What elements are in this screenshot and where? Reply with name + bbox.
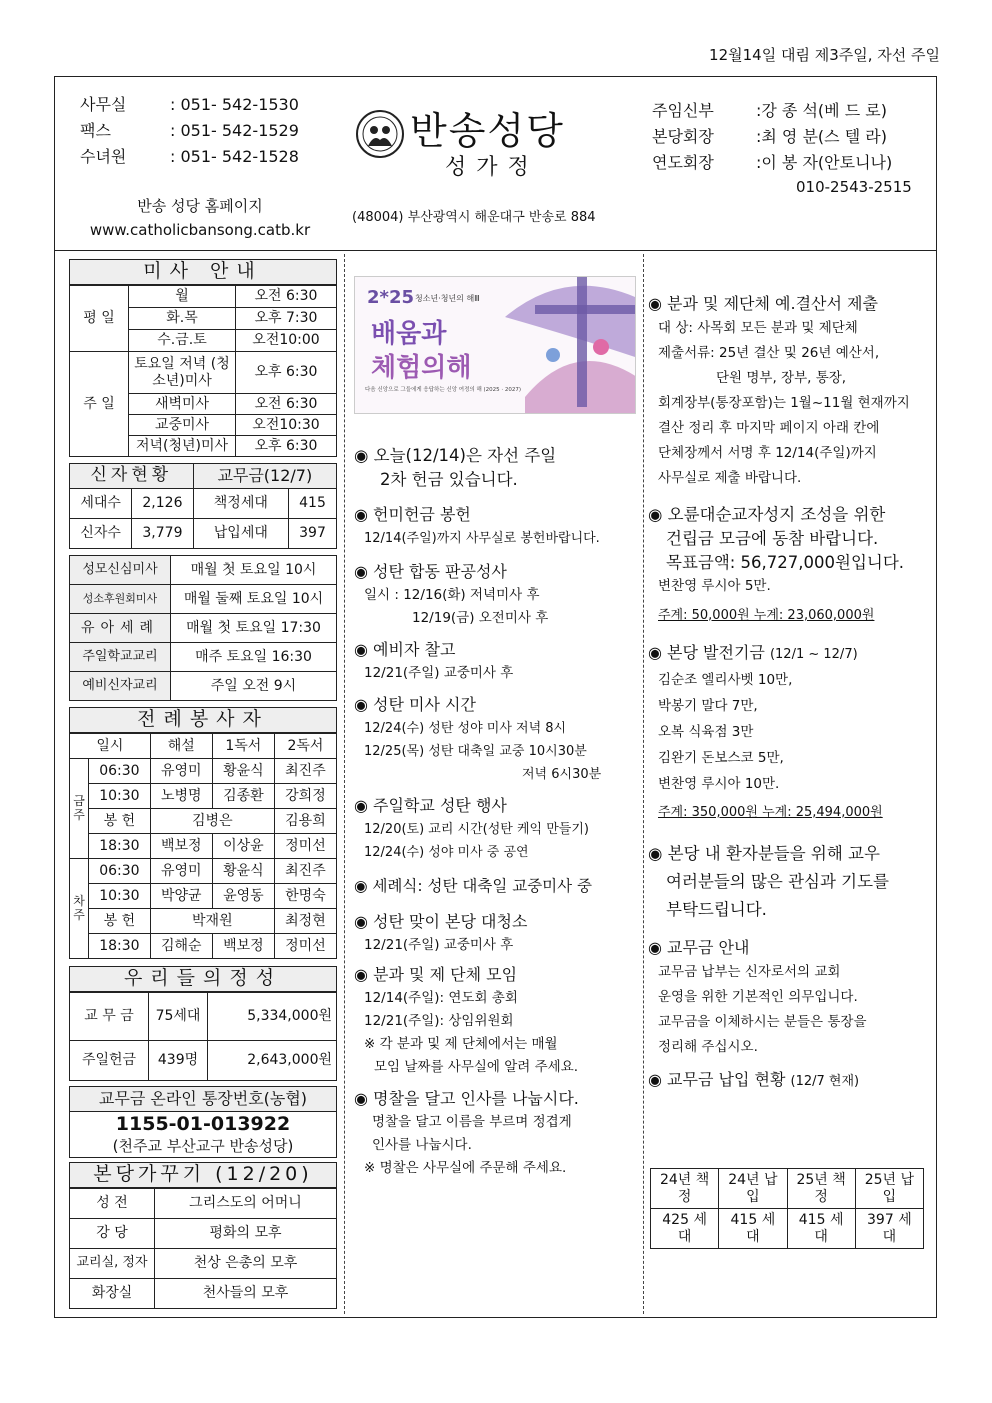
meeting-name: 성모신심미사 bbox=[70, 556, 171, 585]
mass-day: 토요일 저녁 (청소년)미사 bbox=[129, 352, 236, 394]
notice-line: ※ 명찰은 사무실에 주문해 주세요. bbox=[364, 1160, 567, 1176]
server-cell: 박양균 bbox=[150, 884, 212, 909]
cleaning-area: 성 전 bbox=[70, 1189, 155, 1219]
notice-line: 12/20(토) 교리 시간(성탄 케익 만들기) bbox=[364, 822, 589, 837]
notice-line: 모임 날짜를 사무실에 알려 주세요. bbox=[374, 1059, 579, 1075]
fund-period: (12/1 ~ 12/7) bbox=[769, 647, 858, 662]
servers-table bbox=[69, 733, 337, 959]
status-header: 25년 납입 bbox=[855, 1169, 923, 1209]
servers-header: 2독서 bbox=[274, 734, 336, 759]
banner-year: 2*25 bbox=[367, 287, 414, 308]
banner-title-1: 배움과 bbox=[371, 319, 447, 349]
meeting-time: 매월 둘째 토요일 10시 bbox=[171, 585, 337, 614]
server-cell: 이상윤 bbox=[212, 834, 274, 859]
notice-heading: ◉ 주일학교 성탄 행사 bbox=[354, 796, 507, 815]
offering-count: 439명 bbox=[149, 1041, 208, 1081]
notice-line: 제출서류: 25년 결산 및 26년 예산서, bbox=[658, 345, 880, 361]
mass-table bbox=[69, 285, 337, 457]
server-cell: 백보정 bbox=[212, 934, 274, 959]
meeting-name: 예비신자교리 bbox=[70, 672, 171, 701]
youth-year-banner bbox=[354, 276, 636, 414]
notice-line: 12/21(주일): 상임위원회 bbox=[364, 1013, 514, 1029]
notice-heading: 여러분들의 많은 관심과 기도를 bbox=[666, 872, 889, 891]
server-cell: 황윤식 bbox=[212, 759, 274, 784]
server-cell: 김종환 bbox=[212, 784, 274, 809]
mass-time: 오후 7:30 bbox=[236, 308, 337, 330]
notice-line: 2차 헌금 있습니다. bbox=[380, 470, 518, 489]
offerings-title: 우리들의정성 bbox=[69, 966, 337, 992]
this-week-label: 금 주 bbox=[70, 759, 89, 859]
mass-title: 미사 안내 bbox=[69, 259, 337, 285]
members-cell: 신자수 bbox=[70, 519, 132, 549]
sunday-label: 주 일 bbox=[70, 352, 129, 457]
server-cell: 유영미 bbox=[150, 859, 212, 884]
notice-line: 12/21(주일) 교중미사 후 bbox=[364, 665, 514, 681]
status-value: 415 세대 bbox=[719, 1209, 787, 1249]
mass-time: 오전 6:30 bbox=[236, 286, 337, 308]
notice-heading: ◉ 성탄 합동 판공성사 bbox=[354, 562, 507, 581]
cleaning-table bbox=[69, 1188, 337, 1309]
contact-value: : 051- 542-1528 bbox=[170, 147, 299, 166]
server-cell: 윤영동 bbox=[212, 884, 274, 909]
parish-name: 반송성당 bbox=[410, 109, 565, 153]
offerings-table bbox=[69, 992, 337, 1081]
notice-heading: ◉ 성탄 맞이 본당 대청소 bbox=[354, 912, 528, 931]
members-cell: 415 bbox=[288, 489, 336, 519]
notice-heading: 목표금액: 56,727,000원입니다. bbox=[666, 553, 905, 572]
notice-line: 12/24(수) 성탄 성야 미사 저녁 8시 bbox=[364, 721, 567, 736]
donor-line: 변찬영 루시아 10만. bbox=[658, 776, 780, 792]
notice-line: 교무금을 이체하시는 분들은 통장을 bbox=[658, 1014, 867, 1030]
status-value: 425 세대 bbox=[651, 1209, 719, 1249]
server-cell: 박재원 bbox=[150, 909, 274, 934]
next-week-label: 차 주 bbox=[70, 859, 89, 959]
members-cell: 3,779 bbox=[132, 519, 193, 549]
cleaning-group: 천상 은총의 모후 bbox=[155, 1249, 337, 1279]
members-cell: 세대수 bbox=[70, 489, 132, 519]
notice-heading: 부탁드립니다. bbox=[666, 900, 767, 919]
meeting-time: 주일 오전 9시 bbox=[171, 672, 337, 701]
notice-line: 교무금 납부는 신자로서의 교회 bbox=[658, 964, 841, 980]
date-line: 12월14일 대림 제3주일, 자선 주일 bbox=[709, 46, 940, 64]
server-cell: 정미선 bbox=[274, 834, 336, 859]
parish-logo-icon bbox=[354, 108, 406, 160]
notice-line: 저녁 6시30분 bbox=[522, 767, 602, 782]
notice-line: 정리해 주십시오. bbox=[658, 1039, 758, 1055]
banner-caption: 다음 신앙으로 그들에게 응답하는 신앙 여정의 해 (2025 · 2027) bbox=[365, 387, 522, 393]
server-cell: 최진주 bbox=[274, 859, 336, 884]
notice-heading: ◉ 오륜대순교자성지 조성을 위한 bbox=[648, 505, 886, 524]
column-divider bbox=[643, 254, 644, 1314]
notice-line: 단체장께서 서명 후 12/14(주일)까지 bbox=[658, 445, 877, 461]
staff-role: 본당회장 bbox=[652, 127, 714, 146]
members-cell: 2,126 bbox=[132, 489, 193, 519]
notice-heading: ◉ 분과 및 제단체 예.결산서 제출 bbox=[648, 294, 878, 313]
meeting-name: 성소후원회미사 bbox=[70, 585, 171, 614]
servers-header: 일시 bbox=[70, 734, 151, 759]
weekday-label: 평 일 bbox=[70, 286, 129, 352]
notice-heading: ◉ 성탄 미사 시간 bbox=[354, 695, 476, 714]
notice-heading: ◉ 세례식: 성탄 대축일 교중미사 중 bbox=[354, 877, 593, 895]
mass-time: 오전10:30 bbox=[236, 415, 337, 436]
members-cell: 납입세대 bbox=[193, 519, 288, 549]
notices-middle bbox=[354, 438, 640, 1180]
mass-day: 화.목 bbox=[129, 308, 236, 330]
contact-label: 사무실 bbox=[80, 95, 127, 114]
server-cell: 최진주 bbox=[274, 759, 336, 784]
tithe-status-table bbox=[650, 1168, 924, 1249]
staff-list bbox=[652, 98, 892, 176]
staff-role: 주임신부 bbox=[652, 101, 714, 120]
staff-name: :이 봉 자(안토니나) bbox=[756, 153, 893, 172]
members-cell: 397 bbox=[288, 519, 336, 549]
cleaning-group: 천사들의 모후 bbox=[155, 1279, 337, 1309]
contact-label: 팩스 bbox=[80, 121, 111, 140]
notice-line: 인사를 나눕시다. bbox=[372, 1137, 472, 1153]
status-note: (12/7 현재) bbox=[790, 1074, 860, 1089]
notice-line: 운영을 위한 기본적인 의무입니다. bbox=[658, 989, 858, 1005]
notices-right bbox=[648, 286, 936, 1094]
notice-line: 대 상: 사목회 모든 분과 및 제단체 bbox=[658, 320, 858, 336]
offering-amount: 5,334,000원 bbox=[208, 993, 337, 1041]
notice-heading: ◉ 교무금 납입 현황 bbox=[648, 1070, 786, 1089]
meeting-time: 매주 토요일 16:30 bbox=[171, 643, 337, 672]
notice-heading: ◉ 본당 발전기금 bbox=[648, 643, 765, 662]
server-time: 18:30 bbox=[89, 834, 151, 859]
offering-amount: 2,643,000원 bbox=[208, 1041, 337, 1081]
server-time: 10:30 bbox=[89, 884, 151, 909]
notice-heading: ◉ 명찰을 달고 인사를 나눕시다. bbox=[354, 1089, 579, 1108]
members-cell: 책정세대 bbox=[193, 489, 288, 519]
server-time: 봉 헌 bbox=[89, 909, 151, 934]
parish-address: (48004) 부산광역시 해운대구 반송로 884 bbox=[352, 210, 596, 225]
contact-value: : 051- 542-1529 bbox=[170, 121, 299, 140]
notice-heading: ◉ 본당 내 환자분들을 위해 교우 bbox=[648, 844, 880, 863]
contact-list bbox=[80, 92, 299, 170]
mass-time: 오전 6:30 bbox=[236, 394, 337, 415]
cleaning-area: 강 당 bbox=[70, 1219, 155, 1249]
status-header: 24년 납입 bbox=[719, 1169, 787, 1209]
status-value: 397 세대 bbox=[855, 1209, 923, 1249]
cleaning-group: 그리스도의 어머니 bbox=[155, 1189, 337, 1219]
server-cell: 정미선 bbox=[274, 934, 336, 959]
banner-subtitle: 청소년·청년의 해Ⅲ bbox=[415, 294, 480, 303]
mass-time: 오후 6:30 bbox=[236, 436, 337, 457]
server-time: 18:30 bbox=[89, 934, 151, 959]
staff-phone: 010-2543-2515 bbox=[796, 178, 912, 196]
servers-header: 해설 bbox=[150, 734, 212, 759]
parish-subtitle: 성가정 bbox=[445, 155, 539, 180]
notice-heading: ◉ 헌미헌금 봉헌 bbox=[354, 505, 471, 524]
mass-day: 월 bbox=[129, 286, 236, 308]
server-cell: 김병은 bbox=[150, 809, 274, 834]
notice-line: 일시 : 12/16(화) 저녁미사 후 bbox=[364, 587, 540, 603]
meetings-table bbox=[69, 555, 337, 701]
notice-heading: ◉ 오늘(12/14)은 자선 주일 bbox=[354, 446, 557, 465]
meeting-time: 매월 첫 토요일 17:30 bbox=[171, 614, 337, 643]
mass-time: 오후 6:30 bbox=[236, 352, 337, 394]
offering-label: 주일헌금 bbox=[70, 1041, 149, 1081]
banner-title-2: 체험의해 bbox=[371, 353, 472, 383]
server-cell: 최정현 bbox=[274, 909, 336, 934]
meeting-name: 유아세례 bbox=[70, 614, 171, 643]
server-cell: 황윤식 bbox=[212, 859, 274, 884]
cleaning-title: 본당가꾸기 (12/20) bbox=[69, 1162, 337, 1188]
notice-line: 12/25(목) 성탄 대축일 교중 10시30분 bbox=[364, 744, 587, 759]
meeting-time: 매월 첫 토요일 10시 bbox=[171, 556, 337, 585]
cleaning-area: 교리실, 정자 bbox=[70, 1249, 155, 1279]
notice-heading: ◉ 예비자 찰고 bbox=[354, 640, 456, 659]
server-cell: 백보정 bbox=[150, 834, 212, 859]
notice-line: 12/14(주일)까지 사무실로 봉헌바랍니다. bbox=[364, 531, 600, 546]
notice-heading: 건립금 모금에 동참 바랍니다. bbox=[666, 529, 879, 548]
donation-total: 주계: 50,000원 누계: 23,060,000원 bbox=[658, 608, 875, 623]
account-number: 1155-01-013922 bbox=[115, 1113, 291, 1135]
notice-line: 회계장부(통장포함)는 1월~11월 현재까지 bbox=[658, 395, 910, 411]
members-title: 신자현황 bbox=[70, 464, 194, 489]
servers-header: 1독서 bbox=[212, 734, 274, 759]
server-time: 10:30 bbox=[89, 784, 151, 809]
server-cell: 김용희 bbox=[274, 809, 336, 834]
mass-day: 교중미사 bbox=[129, 415, 236, 436]
servers-title: 전례봉사자 bbox=[69, 707, 337, 733]
notice-line: 결산 정리 후 마지막 페이지 아래 칸에 bbox=[658, 420, 880, 436]
notice-line: 단원 명부, 장부, 통장, bbox=[716, 370, 847, 386]
cleaning-group: 평화의 모후 bbox=[155, 1219, 337, 1249]
account-box bbox=[69, 1086, 337, 1158]
contact-label: 수녀원 bbox=[80, 147, 127, 166]
staff-role: 연도회장 bbox=[652, 153, 714, 172]
notice-line: 사무실로 제출 바랍니다. bbox=[658, 470, 802, 486]
donor-line: 김순조 엘리사벳 10만, bbox=[658, 672, 793, 688]
homepage-label: 반송 성당 홈페이지 bbox=[137, 197, 263, 215]
mass-time: 오전10:00 bbox=[236, 330, 337, 352]
mass-day: 저녁(청년)미사 bbox=[129, 436, 236, 457]
donor-line: 오복 식육점 3만 bbox=[658, 724, 754, 740]
staff-name: :최 영 분(스 텔 라) bbox=[756, 127, 887, 146]
notice-line: 12/19(금) 오전미사 후 bbox=[412, 610, 549, 626]
staff-name: :강 종 석(베 드 로) bbox=[756, 101, 887, 120]
server-cell: 강희정 bbox=[274, 784, 336, 809]
donor-line: 박봉기 말다 7만, bbox=[658, 698, 758, 714]
meeting-name: 주일학교교리 bbox=[70, 643, 171, 672]
mass-day: 새벽미사 bbox=[129, 394, 236, 415]
account-title: 교무금 온라인 통장번호(농협) bbox=[70, 1087, 336, 1112]
homepage-url[interactable]: www.catholicbansong.catb.kr bbox=[89, 221, 311, 239]
status-header: 25년 책정 bbox=[787, 1169, 855, 1209]
notice-line: 12/24(수) 성야 미사 중 공연 bbox=[364, 845, 529, 860]
server-time: 봉 헌 bbox=[89, 809, 151, 834]
server-cell: 유영미 bbox=[150, 759, 212, 784]
notice-line: ※ 각 분과 및 제 단체에서는 매월 bbox=[364, 1036, 558, 1052]
server-time: 06:30 bbox=[89, 859, 151, 884]
contact-value: : 051- 542-1530 bbox=[170, 95, 299, 114]
server-time: 06:30 bbox=[89, 759, 151, 784]
members-table bbox=[69, 463, 337, 549]
server-cell: 한명숙 bbox=[274, 884, 336, 909]
offering-count: 75세대 bbox=[149, 993, 208, 1041]
notice-heading: ◉ 교무금 안내 bbox=[648, 938, 750, 957]
donor-line: 변찬영 루시아 5만. bbox=[658, 578, 771, 594]
header-divider bbox=[54, 250, 937, 251]
server-cell: 노병명 bbox=[150, 784, 212, 809]
offering-label: 교 무 금 bbox=[70, 993, 149, 1041]
donor-line: 김완기 돈보스코 5만, bbox=[658, 750, 784, 766]
notice-line: 12/21(주일) 교중미사 후 bbox=[364, 937, 514, 953]
status-header: 24년 책정 bbox=[651, 1169, 719, 1209]
tithe-count-title: 교무금(12/7) bbox=[193, 464, 336, 489]
notice-heading: ◉ 분과 및 제 단체 모임 bbox=[354, 965, 518, 984]
notice-line: 12/14(주일): 연도회 총회 bbox=[364, 990, 518, 1006]
cleaning-area: 화장실 bbox=[70, 1279, 155, 1309]
server-cell: 김해순 bbox=[150, 934, 212, 959]
donation-total: 주계: 350,000원 누계: 25,494,000원 bbox=[658, 805, 883, 820]
notice-line: 명찰을 달고 이름을 부르며 정겹게 bbox=[372, 1114, 572, 1130]
status-value: 415 세대 bbox=[787, 1209, 855, 1249]
account-holder: (천주교 부산교구 반송성당) bbox=[112, 1137, 294, 1155]
mass-day: 수.금.토 bbox=[129, 330, 236, 352]
column-divider bbox=[344, 254, 345, 1314]
homepage-block bbox=[64, 194, 336, 242]
